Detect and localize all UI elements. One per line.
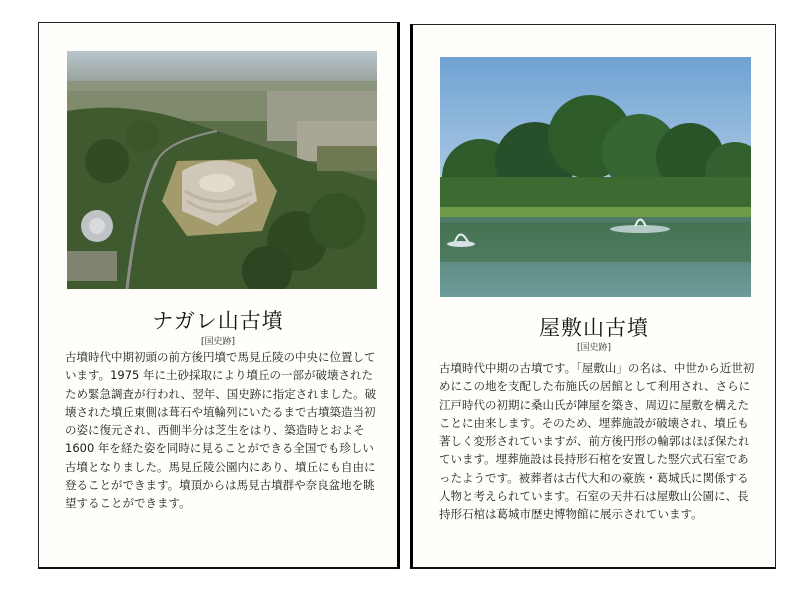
card-yashikiyama xyxy=(410,24,776,569)
designation-label: [国史跡] xyxy=(200,337,236,347)
card-description: 古墳時代中期の古墳です。「屋敷山」の名は、中世から近世初めにこの地を支配した布施氏の居館として利用され、さらに江戸時代の初期に桑山氏が陣屋を築き、周辺に屋敷を構えたことに由来します。そのため、埋葬施設が破壊され、墳丘も著しく変形されていますが、前方後円形の輪郭はほぼ保たれています。埋葬施設は長持形石棺を安置した竪穴式石室であったようです。被葬者は古代大和の豪族・葛城氏に関係する人物と考えられています。石室の天井石は屋敷山公園に、長持形石棺は葛城市歴史博物館に展示されています。 xyxy=(439,361,755,522)
card-title: ナガレ山古墳 xyxy=(152,309,284,333)
card-title: 屋敷山古墳 xyxy=(539,316,649,340)
designation-label: [国史跡] xyxy=(576,343,612,353)
card-description: 古墳時代中期初頭の前方後円墳で馬見丘陵の中央に位置しています。1975 年に土砂採取により墳丘の一部が破壊されたため緊急調査が行われ、翌年、国史跡に指定されました。破壊された墳丘東側は葺石や埴輪列にいたるまで古墳築造当初の姿に復元され、西側半分は芝生をはり、築造時とおよそ 1600 年を経た姿を同時に見ることができる全国でも珍しい古墳となりました。馬見丘陵公園内にあり、墳丘にも自由に登ることができます。墳頂からは馬見古墳群や奈良盆地を眺望することができます。 xyxy=(65,350,377,511)
card-nagareyama xyxy=(38,22,400,569)
aerial-photo-nagareyama xyxy=(67,51,377,289)
pond-photo-yashikiyama xyxy=(440,57,751,297)
